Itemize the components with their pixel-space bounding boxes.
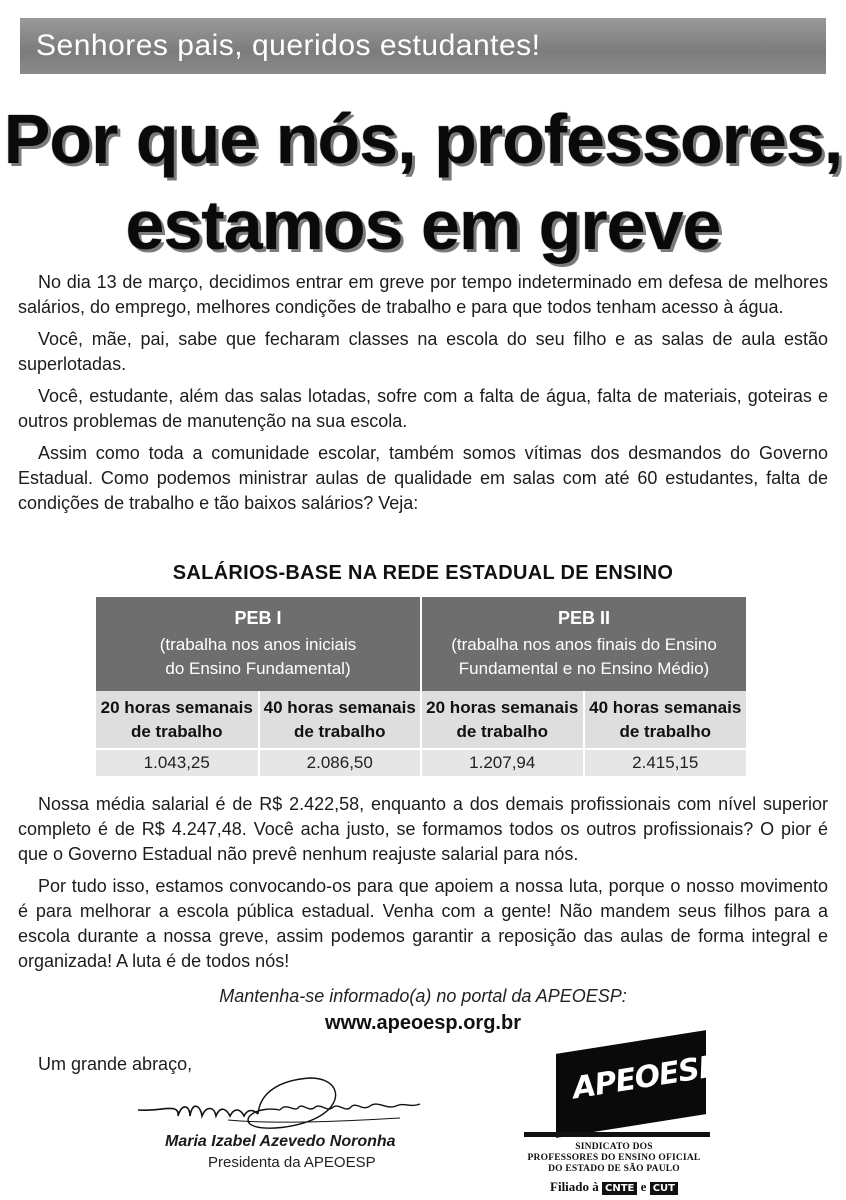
column-header bbox=[584, 691, 747, 749]
column-header-line: de trabalho bbox=[293, 722, 386, 741]
closing-greeting: Um grande abraço, bbox=[38, 1054, 193, 1074]
salary-value: 2.415,15 bbox=[584, 749, 747, 776]
union-name-line: DO ESTADO DE SÃO PAULO bbox=[548, 1164, 680, 1174]
headline-line-1: Por que nós, professores, bbox=[3, 100, 843, 178]
column-header-line: de trabalho bbox=[456, 722, 549, 741]
column-header-line: 40 horas semanais bbox=[589, 698, 742, 717]
union-name-line: SINDICATO DOS bbox=[575, 1142, 653, 1152]
salary-table-group-row bbox=[96, 597, 746, 691]
body-paragraph: Nossa média salarial é de R$ 2.422,58, enquanto a dos demais profissionais com nível superior completo é de R$ 4.247,48. Você acha justo, se formamos todos os outros profissionais? O pior é que o Governo Estadual não prevê nenhum reajuste salarial para nós. bbox=[18, 794, 828, 864]
salary-table-title: SALÁRIOS-BASE NA REDE ESTADUAL DE ENSINO bbox=[172, 562, 674, 584]
group-header-peb1 bbox=[96, 597, 421, 691]
column-header-line: 40 horas semanais bbox=[263, 698, 416, 717]
column-header bbox=[96, 691, 259, 749]
affiliation bbox=[514, 1179, 714, 1195]
group-description-line: do Ensino Fundamental) bbox=[165, 659, 351, 678]
column-header-line: de trabalho bbox=[130, 722, 223, 741]
intro-paragraph: Assim como toda a comunidade escolar, também somos vítimas dos desmandos do Governo Estadual. Como podemos ministrar aulas de qualidade em salas com até 60 estudantes, falta de condições de trabalho e tão baixos salários? Veja: bbox=[18, 443, 828, 513]
salary-value: 1.043,25 bbox=[96, 749, 259, 776]
intro-paragraph: No dia 13 de março, decidimos entrar em greve por tempo indeterminado em defesa de melhores salários, do emprego, melhores condições de trabalho e para que todos tenham acesso à água. bbox=[18, 272, 828, 317]
signer-name: Maria Izabel Azevedo Noronha bbox=[165, 1133, 396, 1150]
union-name bbox=[514, 1142, 714, 1175]
headline-line-2: estamos em greve bbox=[125, 186, 721, 264]
page-headline bbox=[0, 96, 846, 268]
column-header-line: 20 horas semanais bbox=[100, 698, 253, 717]
intro-paragraph: Você, mãe, pai, sabe que fecharam classes na escola do seu filho e as salas de aula estão superlotadas. bbox=[18, 329, 828, 374]
intro-text bbox=[18, 270, 828, 523]
intro-paragraph: Você, estudante, além das salas lotadas, sofre com a falta de água, falta de materiais, goteiras e outros problemas de manutenção na sua escola. bbox=[18, 386, 828, 431]
group-description-line: Fundamental e no Ensino Médio) bbox=[458, 659, 710, 678]
body-paragraph: Por tudo isso, estamos convocando-os para que apoiem a nossa luta, porque o nosso movimento é para melhorar a escola pública estadual. Venha com a gente! Não mandem seus filhos para a escola durante a nossa greve, assim podemos garantir a reposição das aulas de forma integral e organizada! A luta é de todos nós! bbox=[18, 876, 828, 971]
group-description-line: (trabalha nos anos finais do Ensino bbox=[451, 635, 717, 654]
group-header-peb2 bbox=[421, 597, 746, 691]
logo-divider bbox=[524, 1132, 710, 1137]
portal-note: Mantenha-se informado(a) no portal da APEOESP: bbox=[219, 986, 627, 1006]
signer-role: Presidenta da APEOESP bbox=[208, 1154, 376, 1171]
salary-table-subheader-row bbox=[96, 691, 746, 749]
column-header bbox=[421, 691, 584, 749]
group-name: PEB I bbox=[234, 608, 282, 628]
group-description-line: (trabalha nos anos iniciais bbox=[159, 635, 357, 654]
affiliation-prefix: Filiado à bbox=[550, 1179, 599, 1194]
salary-table bbox=[96, 597, 746, 776]
group-description bbox=[422, 629, 746, 691]
apeoesp-logo-text: APEOESP bbox=[570, 1048, 723, 1107]
group-name: PEB II bbox=[557, 608, 610, 628]
cnte-logo-icon: CNTE bbox=[602, 1182, 637, 1195]
affiliation-join: e bbox=[640, 1179, 647, 1194]
top-banner: Senhores pais, queridos estudantes! bbox=[20, 18, 826, 74]
column-header-line: 20 horas semanais bbox=[426, 698, 579, 717]
union-name-line: PROFESSORES DO ENSINO OFICIAL bbox=[527, 1153, 701, 1163]
salary-table-value-row bbox=[96, 749, 746, 776]
column-header bbox=[259, 691, 422, 749]
column-header-line: de trabalho bbox=[619, 722, 712, 741]
closing-text bbox=[18, 792, 828, 981]
salary-value: 2.086,50 bbox=[259, 749, 422, 776]
group-description bbox=[96, 629, 420, 691]
cut-logo-icon: CUT bbox=[650, 1182, 678, 1195]
salary-value: 1.207,94 bbox=[421, 749, 584, 776]
website-link[interactable]: www.apeoesp.org.br bbox=[325, 1012, 521, 1034]
signature-icon bbox=[130, 1072, 430, 1142]
